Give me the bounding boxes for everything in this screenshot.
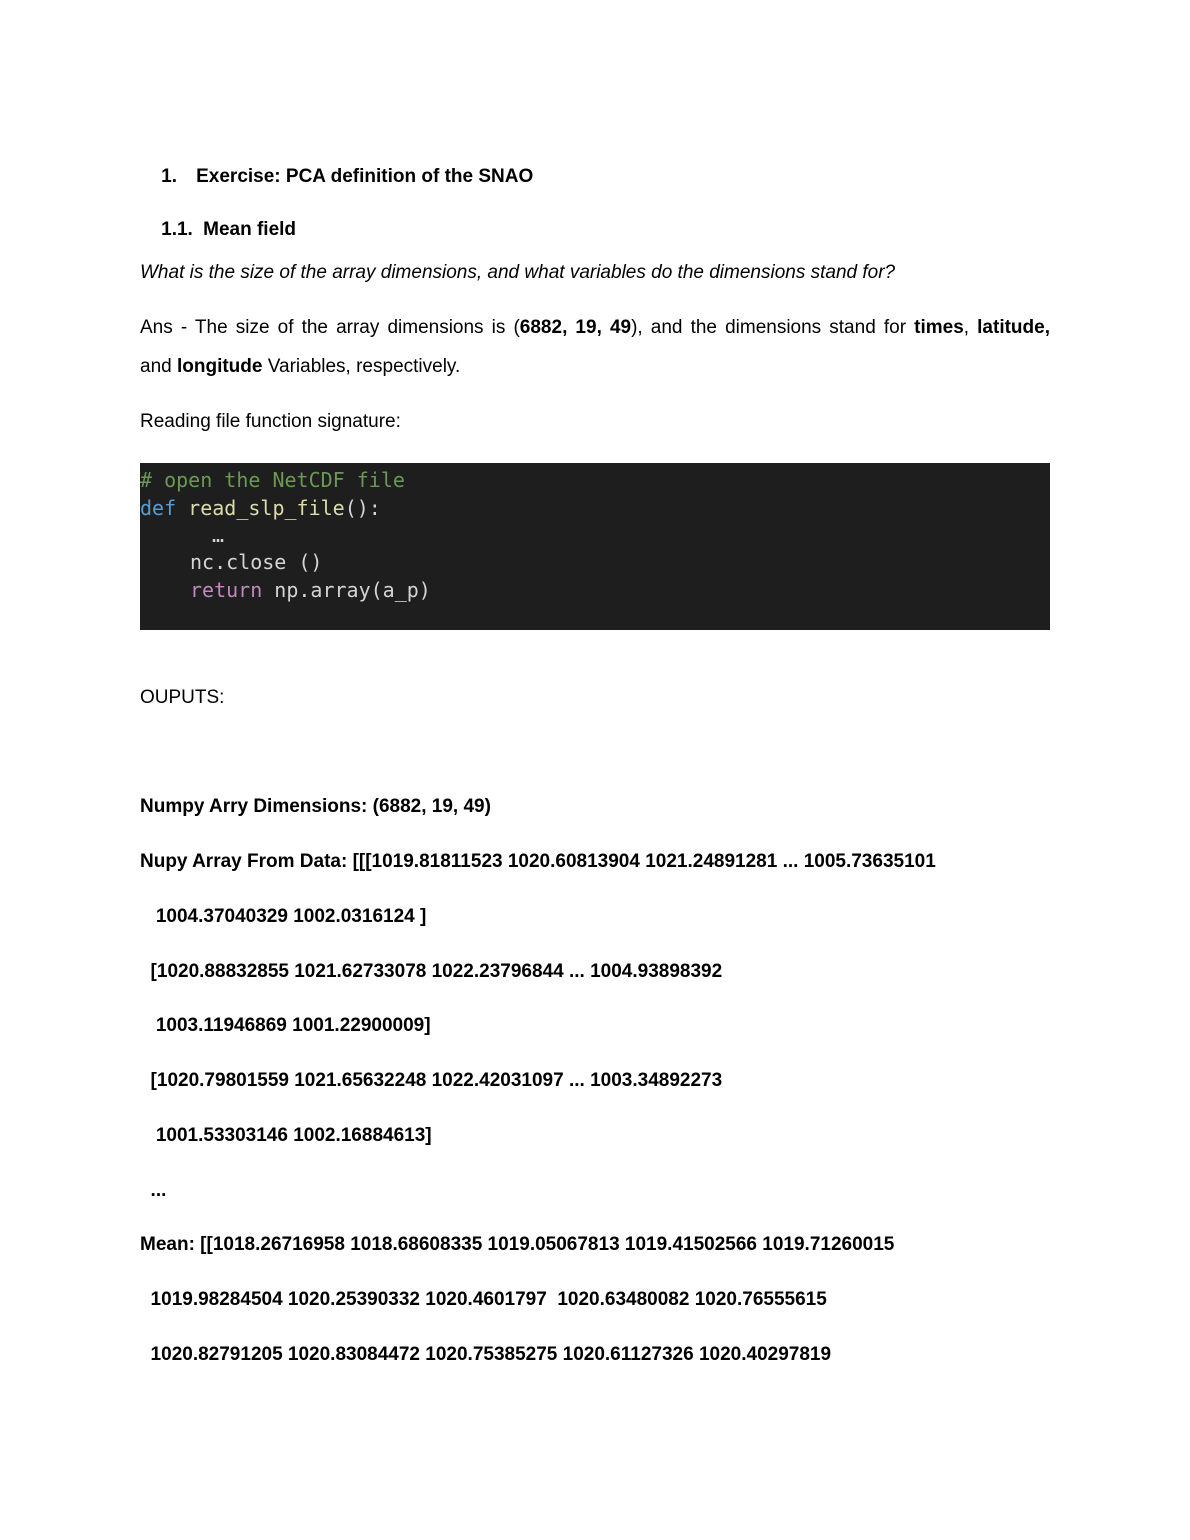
output-line: 1020.82791205 1020.83084472 1020.75385275 1020.61127326 1020.40297819	[140, 1344, 832, 1365]
code-comment	[140, 468, 405, 492]
code-close-text: nc.close ()	[190, 550, 323, 574]
code-block	[140, 463, 1050, 630]
answer-comma: ,	[963, 317, 970, 338]
code-return-line	[190, 578, 431, 602]
answer-text: Variables, respectively.	[262, 356, 461, 377]
answer-latitude: latitude,	[977, 317, 1050, 338]
output-line: 1003.11946869 1001.22900009]	[140, 1015, 431, 1036]
section-number: 1.	[161, 166, 177, 187]
output-line: [1020.88832855 1021.62733078 1022.23796844 ... 1004.93898392	[140, 961, 723, 982]
signature-label: Reading file function signature:	[140, 411, 401, 432]
output-line: 1001.53303146 1002.16884613]	[140, 1125, 432, 1146]
subsection-heading	[140, 194, 296, 266]
outputs-label: OUPUTS:	[140, 687, 225, 708]
answer-text: and	[140, 356, 177, 377]
output-line: Nupy Array From Data: [[[1019.81811523 1020.60813904 1021.24891281 ... 1005.73635101	[140, 851, 936, 872]
question-text: What is the size of the array dimensions, and what variables do the dimensions stand for?	[140, 262, 896, 283]
output-line: Mean: [[1018.26716958 1018.68608335 1019.05067813 1019.41502566 1019.71260015	[140, 1234, 895, 1255]
code-function-tail: ():	[344, 496, 381, 520]
code-return-keyword: return	[190, 578, 263, 602]
answer-times: times	[914, 317, 964, 338]
code-ellipsis	[212, 523, 224, 547]
code-close-line	[190, 550, 322, 574]
document-page	[140, 0, 1050, 1540]
code-comment-text: # open the NetCDF file	[140, 468, 405, 492]
code-function-name: read_slp_file	[188, 496, 345, 520]
answer-text: Ans - The size of the array dimensions is (	[140, 317, 520, 338]
code-def-keyword: def	[140, 496, 177, 520]
answer-longitude: longitude	[176, 356, 263, 377]
output-line: Numpy Arry Dimensions: (6882, 19, 49)	[140, 796, 491, 817]
code-def-line	[140, 496, 381, 520]
answer-line-2	[140, 355, 460, 379]
subsection-number: 1.1.	[161, 219, 193, 240]
answer-line-1	[140, 316, 1050, 340]
code-ellipsis-text: …	[212, 523, 225, 547]
output-line: 1004.37040329 1002.0316124 ]	[140, 906, 427, 927]
output-line: ...	[140, 1180, 167, 1201]
output-line: [1020.79801559 1021.65632248 1022.42031097 ... 1003.34892273	[140, 1070, 723, 1091]
answer-dims: 6882, 19, 49	[519, 317, 632, 338]
subsection-title: Mean field	[203, 219, 297, 240]
code-return-tail: np.array(a_p)	[262, 578, 431, 602]
answer-text: ), and the dimensions stand for	[631, 317, 915, 338]
output-line: 1019.98284504 1020.25390332 1020.4601797 1020.63480082 1020.76555615	[140, 1289, 827, 1310]
section-title: Exercise: PCA definition of the SNAO	[196, 166, 534, 187]
